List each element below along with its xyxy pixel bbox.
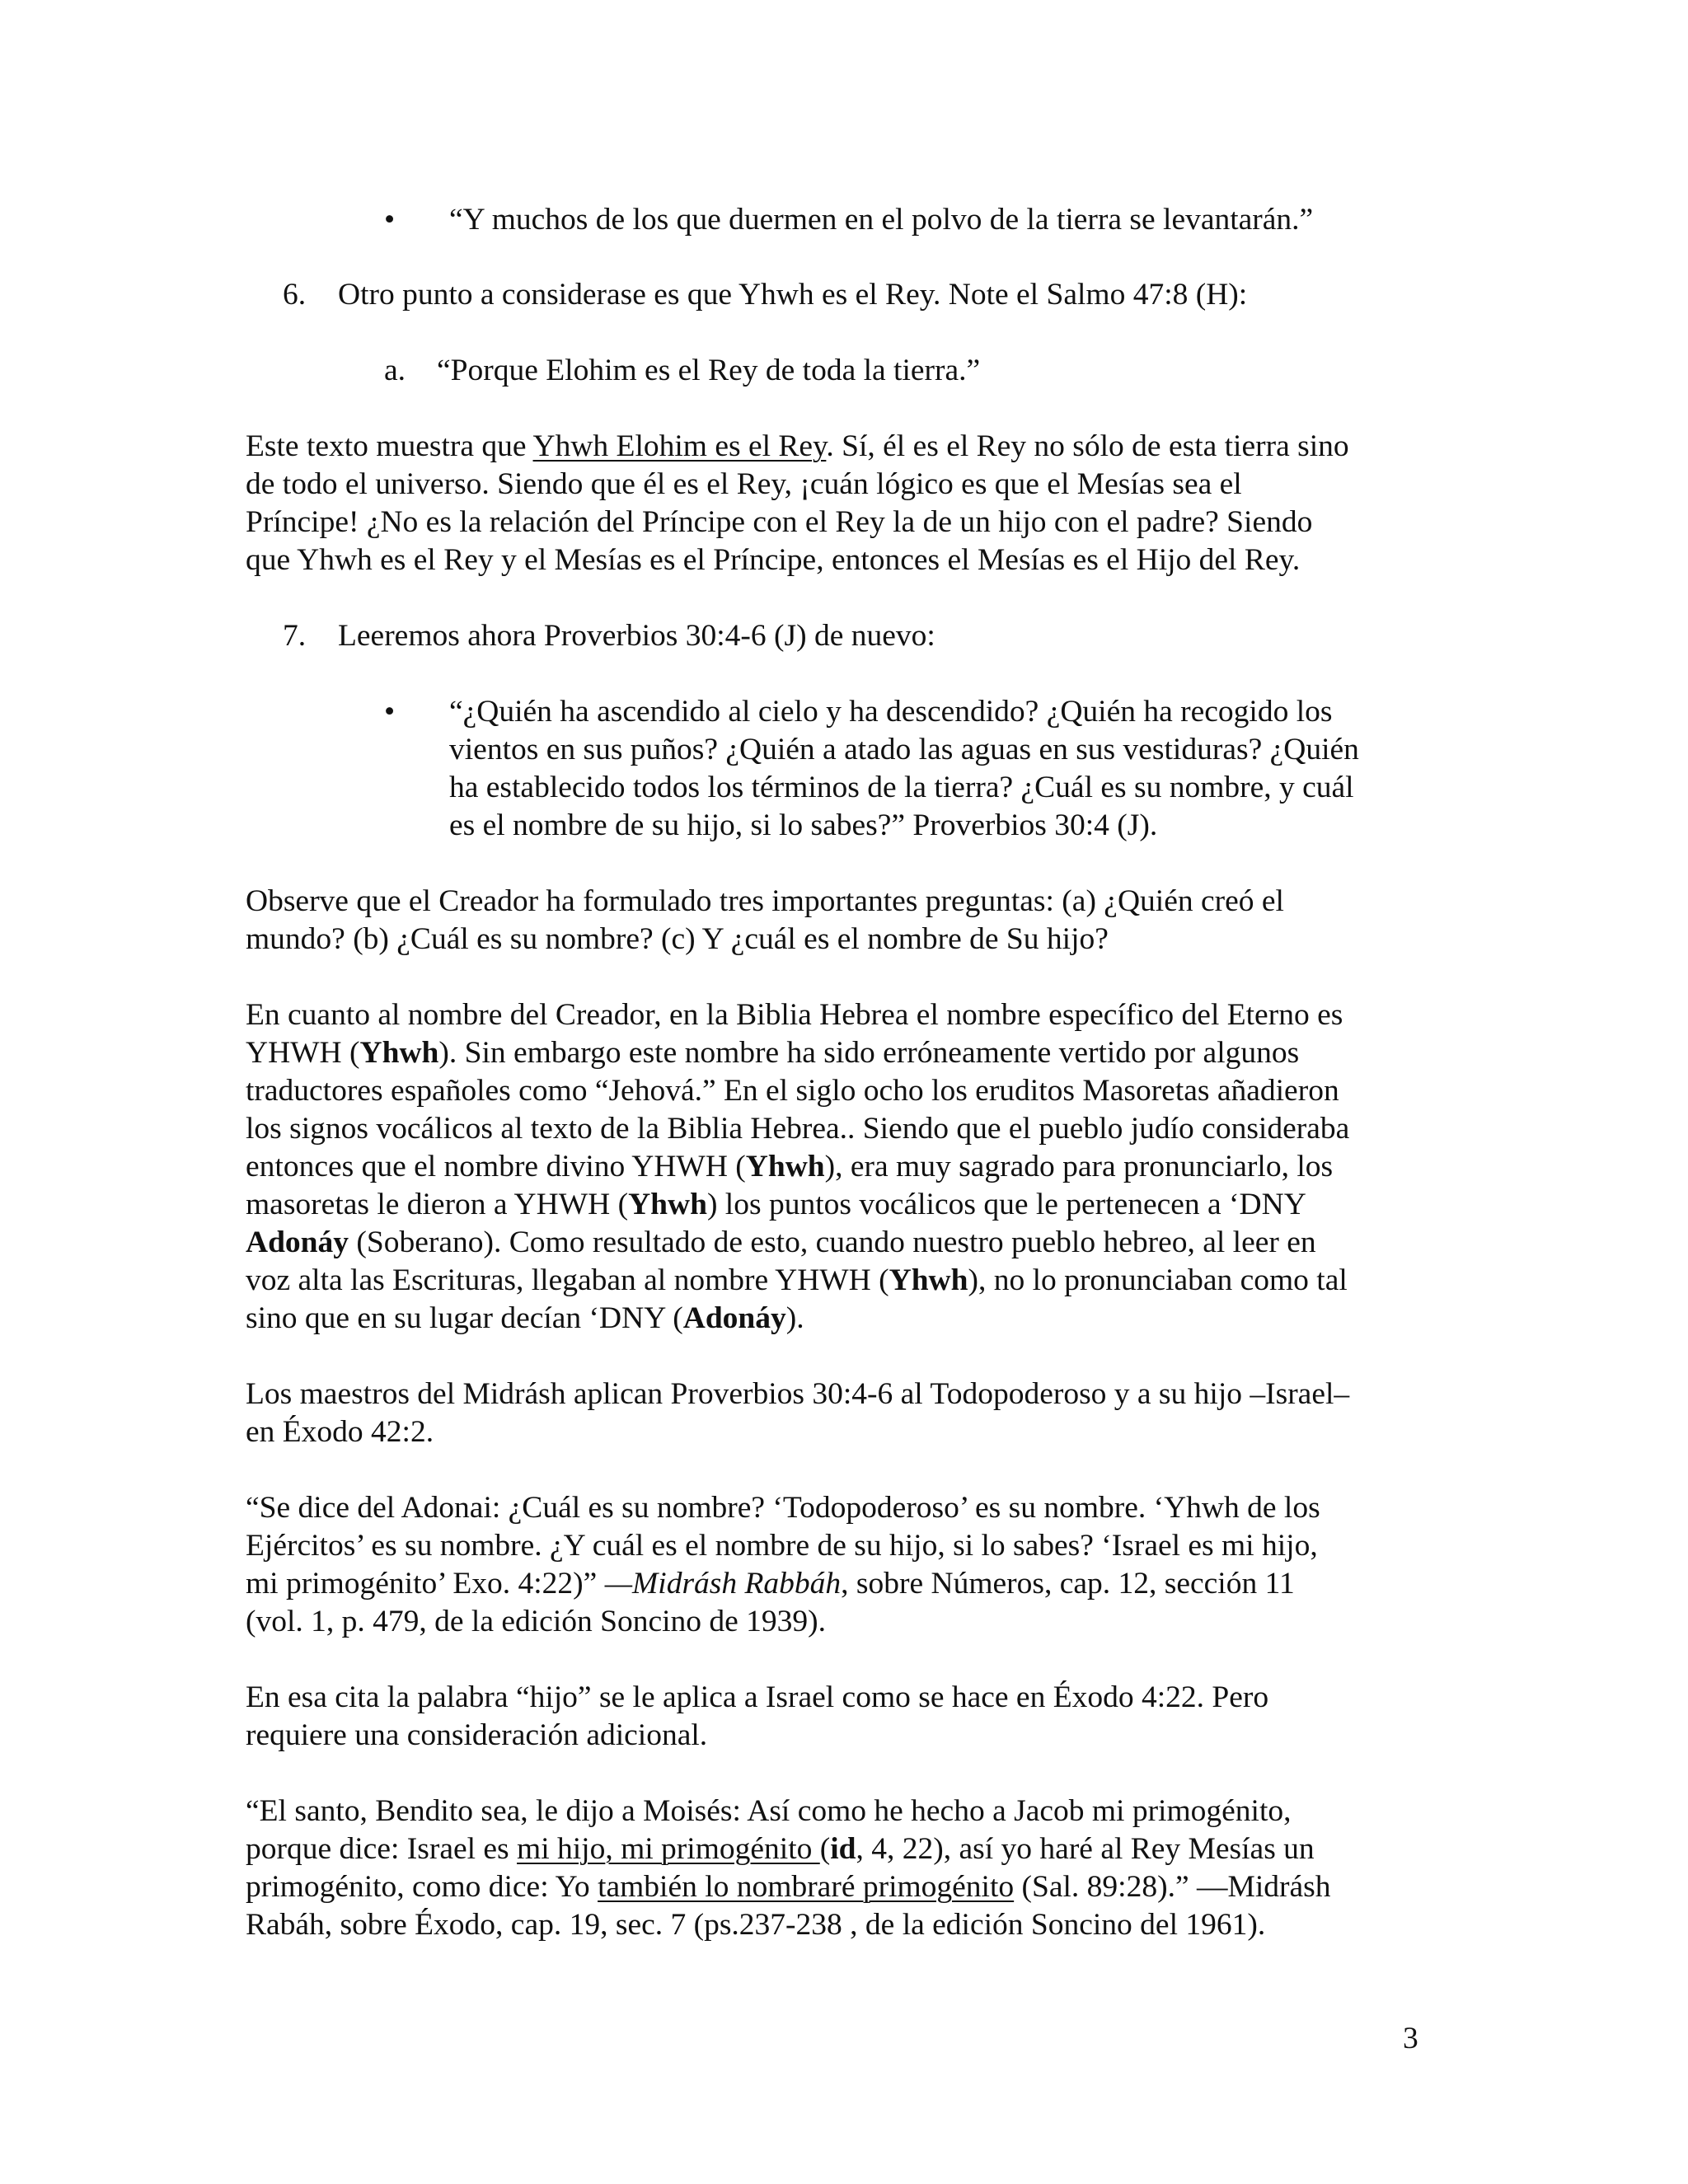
paragraph-line: de todo el universo. Siendo que él es el Rey, ¡cuán lógico es que el Mesías sea el bbox=[246, 467, 1242, 501]
text-run: primogénito, como dice: Yo bbox=[246, 1870, 598, 1904]
quote-text: “¿Quién ha ascendido al cielo y ha descendido? ¿Quién ha recogido los bbox=[449, 695, 1333, 729]
text-run: (Soberano). Como resultado de esto, cuando nuestro pueblo hebreo, al leer en bbox=[349, 1226, 1316, 1259]
paragraph-line: Príncipe! ¿No es la relación del Príncipe con el Rey la de un hijo con el padre? Siendo bbox=[246, 505, 1313, 539]
text-run: . Sí, él es el Rey no sólo de esta tierra sino bbox=[826, 429, 1349, 463]
paragraph-line: los signos vocálicos al texto de la Biblia Hebrea.. Siendo que el pueblo judío consideraba bbox=[246, 1112, 1350, 1146]
sublist-label-a: a. bbox=[384, 354, 406, 387]
paragraph-line: “Se dice del Adonai: ¿Cuál es su nombre? ‘Todopoderoso’ es su nombre. ‘Yhwh de los bbox=[246, 1491, 1320, 1525]
list-item-6-text: Otro punto a considerase es que Yhwh es el Rey. Note el Salmo 47:8 (H): bbox=[338, 278, 1248, 312]
paragraph-line: Los maestros del Midrásh aplican Proverbios 30:4-6 al Todopoderoso y a su hijo –Israel– bbox=[246, 1377, 1350, 1411]
list-number-6: 6. bbox=[283, 278, 307, 312]
paragraph-line: En esa cita la palabra “hijo” se le aplica a Israel como se hace en Éxodo 4:22. Pero bbox=[246, 1680, 1269, 1714]
text-run: entonces que el nombre divino YHWH ( bbox=[246, 1150, 746, 1183]
paragraph-line bbox=[246, 1186, 1306, 1224]
paragraph-line: (vol. 1, p. 479, de la edición Soncino de 1939). bbox=[246, 1605, 827, 1638]
bold-text: Yhwh bbox=[628, 1188, 707, 1221]
underlined-text: mi hijo bbox=[517, 1832, 606, 1866]
text-run: ). Sin embargo este nombre ha sido erróneamente vertido por algunos bbox=[438, 1036, 1300, 1070]
paragraph-line: que Yhwh es el Rey y el Mesías es el Príncipe, entonces el Mesías es el Hijo del Rey. bbox=[246, 543, 1301, 577]
bold-text: id bbox=[830, 1832, 856, 1866]
paragraph-line: traductores españoles como “Jehová.” En el siglo ocho los eruditos Masoretas añadieron bbox=[246, 1074, 1339, 1108]
text-run: ) los puntos vocálicos que le pertenecen a ‘DNY bbox=[706, 1188, 1306, 1221]
paragraph-line bbox=[246, 1300, 804, 1338]
paragraph-line bbox=[246, 1034, 1299, 1072]
paragraph-line bbox=[246, 1565, 1295, 1603]
list-item-7-text: Leeremos ahora Proverbios 30:4-6 (J) de nuevo: bbox=[338, 619, 935, 653]
paragraph-line bbox=[246, 1868, 1330, 1906]
bold-text: Yhwh bbox=[889, 1263, 968, 1297]
list-number-7: 7. bbox=[283, 619, 307, 653]
text-run: (Sal. 89:28).” —Midrásh bbox=[1014, 1870, 1331, 1904]
text-run: ). bbox=[785, 1301, 804, 1335]
paragraph-line: Observe que el Creador ha formulado tres importantes preguntas: (a) ¿Quién creó el bbox=[246, 884, 1284, 918]
page-number: 3 bbox=[1403, 2022, 1418, 2055]
text-run: sino que en su lugar decían ‘DNY ( bbox=[246, 1301, 683, 1335]
text-run: YHWH ( bbox=[246, 1036, 360, 1070]
paragraph-line: En cuanto al nombre del Creador, en la Biblia Hebrea el nombre específico del Eterno es bbox=[246, 998, 1343, 1032]
paragraph-line bbox=[246, 1262, 1348, 1300]
paragraph-line: Rabáh, sobre Éxodo, cap. 19, sec. 7 (ps.237-238 , de la edición Soncino del 1961). bbox=[246, 1908, 1266, 1942]
text-run: porque dice: Israel es bbox=[246, 1832, 518, 1866]
text-run: voz alta las Escrituras, llegaban al nombre YHWH ( bbox=[246, 1263, 889, 1297]
quote-text: vientos en sus puños? ¿Quién a atado las aguas en sus vestiduras? ¿Quién bbox=[449, 733, 1359, 766]
text-run: Este texto muestra que bbox=[246, 429, 533, 463]
bold-text: Adonáy bbox=[246, 1226, 349, 1259]
text-run: ), no lo pronunciaban como tal bbox=[968, 1263, 1348, 1297]
text-run: ), era muy sagrado para pronunciarlo, los bbox=[824, 1150, 1334, 1183]
paragraph-line bbox=[246, 1830, 1315, 1868]
paragraph-line: en Éxodo 42:2. bbox=[246, 1415, 434, 1449]
bold-text: Adonáy bbox=[682, 1301, 786, 1335]
paragraph-line: Ejércitos’ es su nombre. ¿Y cuál es el nombre de su hijo, si lo sabes? ‘Israel es mi hijo, bbox=[246, 1529, 1318, 1563]
paragraph-line: mundo? (b) ¿Cuál es su nombre? (c) Y ¿cuál es el nombre de Su hijo? bbox=[246, 922, 1109, 956]
quote-text: “Y muchos de los que duermen en el polvo de la tierra se levantarán.” bbox=[449, 203, 1314, 237]
underlined-text: , mi primogénito bbox=[605, 1832, 820, 1866]
bullet-marker: • bbox=[384, 695, 396, 729]
paragraph-line bbox=[246, 1224, 1316, 1262]
text-run: , sobre Números, cap. 12, sección 11 bbox=[841, 1567, 1295, 1601]
text-run: masoretas le dieron a YHWH ( bbox=[246, 1188, 629, 1221]
quote-text: ha establecido todos los términos de la tierra? ¿Cuál es su nombre, y cuál bbox=[449, 771, 1354, 804]
paragraph-line: “El santo, Bendito sea, le dijo a Moisés: Así como he hecho a Jacob mi primogénito, bbox=[246, 1794, 1292, 1828]
italic-text: —Midrásh Rabbáh bbox=[604, 1567, 842, 1601]
paragraph-line bbox=[246, 1148, 1333, 1186]
quote-text: es el nombre de su hijo, si lo sabes?” Proverbios 30:4 (J). bbox=[449, 808, 1158, 842]
text-run: ( bbox=[819, 1832, 831, 1866]
bold-text: Yhwh bbox=[359, 1036, 439, 1070]
text-run: mi primogénito’ Exo. 4:22)” bbox=[246, 1567, 605, 1601]
paragraph-line: requiere una consideración adicional. bbox=[246, 1718, 708, 1752]
underlined-text: Yhwh Elohim es el Rey bbox=[532, 429, 827, 463]
underlined-text: también lo nombraré primogénito bbox=[598, 1870, 1015, 1904]
sublist-item-a-text: “Porque Elohim es el Rey de toda la tierra.” bbox=[437, 354, 981, 387]
bullet-marker: • bbox=[384, 203, 396, 237]
paragraph-line bbox=[246, 428, 1349, 466]
text-run: , 4, 22), así yo haré al Rey Mesías un bbox=[856, 1832, 1315, 1866]
bold-text: Yhwh bbox=[745, 1150, 825, 1183]
